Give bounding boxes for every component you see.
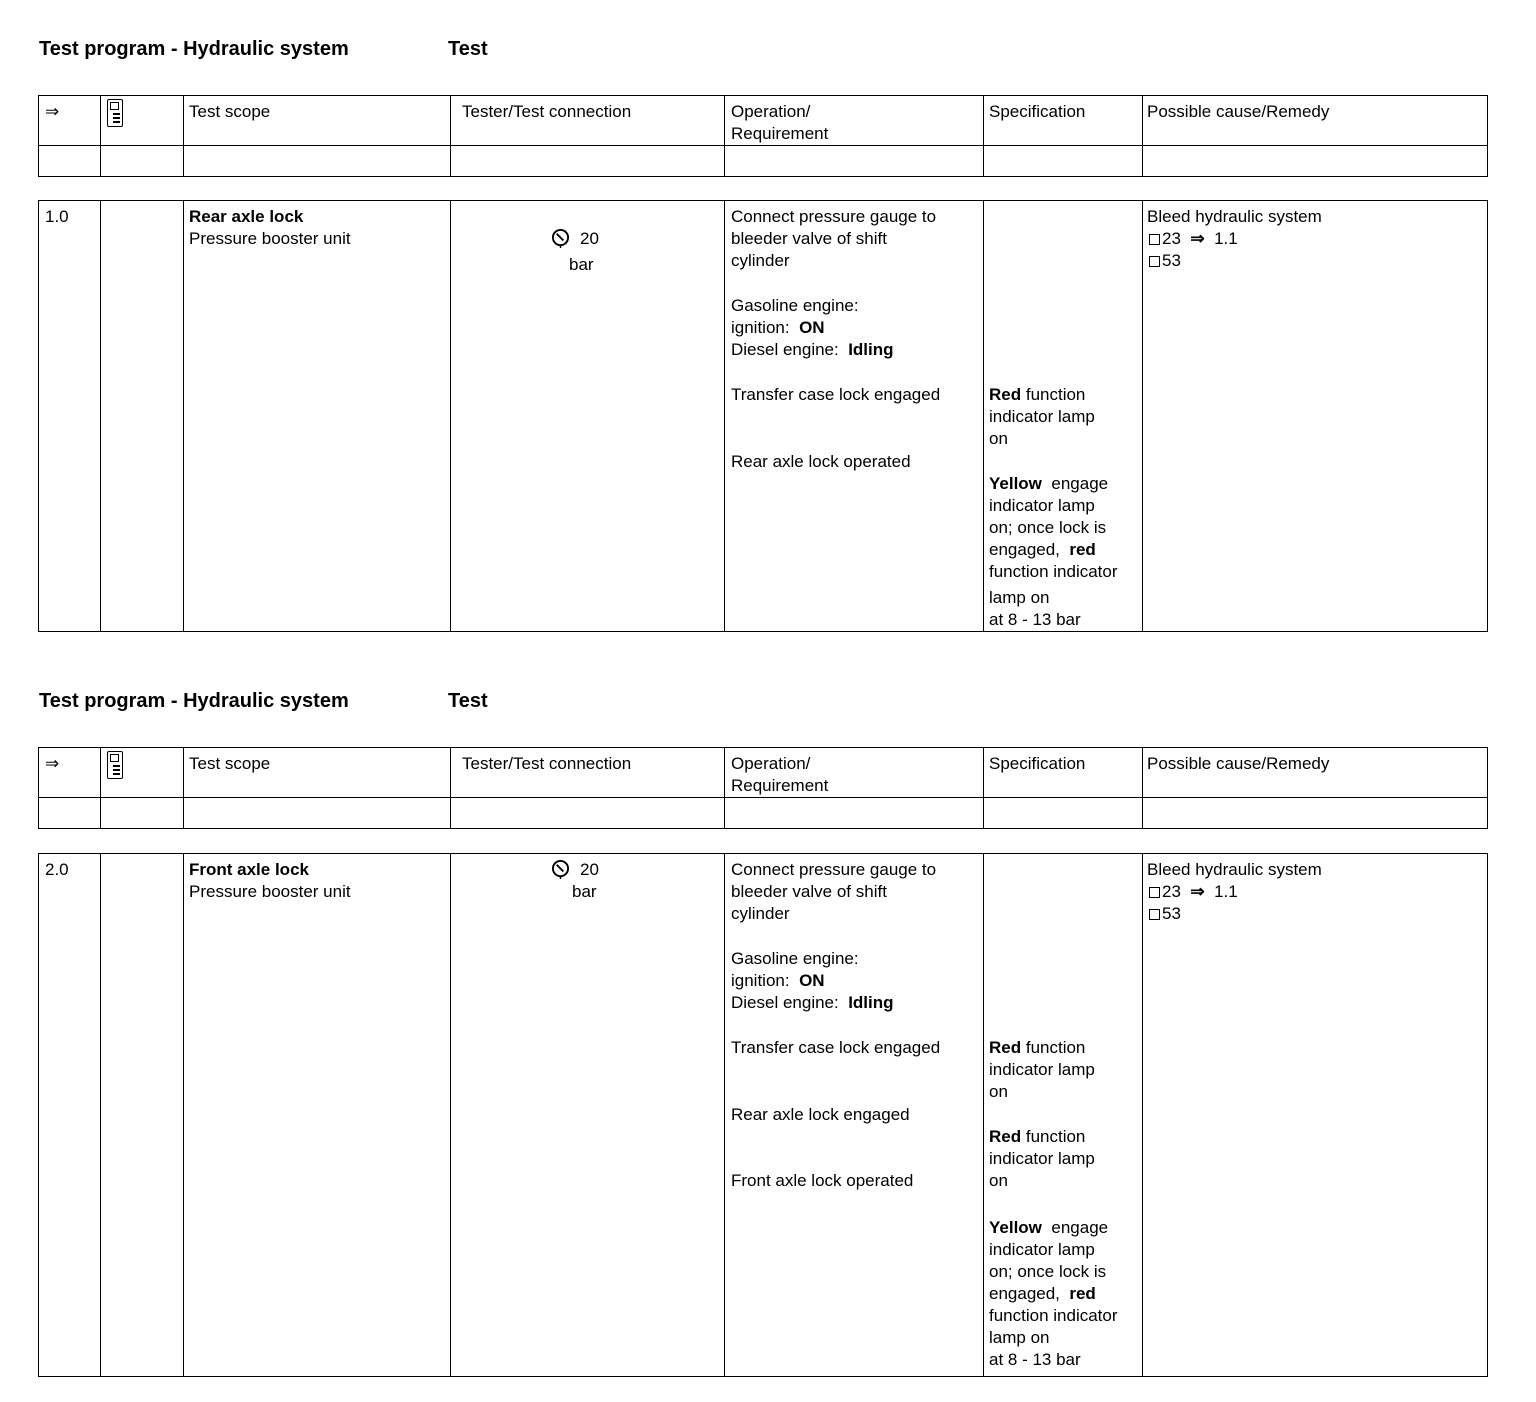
spec-line: on [989,1082,1008,1101]
spec-line: indicator lamp [989,1240,1095,1259]
remedy-header: Possible cause/Remedy [1147,754,1330,773]
reference-box-icon [1149,256,1160,267]
operation-line: cylinder [731,251,790,270]
spec-line: Red function [989,1038,1086,1057]
spec-line: on; once lock is [989,1262,1107,1281]
pressure-gauge-icon [551,229,570,248]
tester-device-icon [107,751,123,779]
test-step-number: 2.0 [45,860,69,879]
test-scope-title: Front axle lock [189,860,309,879]
arrow-column-header: ⇒ [45,102,60,121]
test-scope-header: Test scope [189,102,271,121]
spec-line: on; once lock is [989,518,1107,537]
remedy-line: Bleed hydraulic system [1147,860,1322,879]
remedy-reference[interactable]: 53 [1149,903,1181,925]
spec-line: Red function [989,385,1086,404]
specification-header: Specification [989,754,1086,773]
spec-line: at 8 - 13 bar [989,610,1081,629]
operation-header: Operation/ Requirement [731,102,829,143]
section-title-suffix: Test [448,38,488,60]
specification-header: Specification [989,102,1086,121]
test-row-table [38,853,1488,1377]
operation-line: Diesel engine: Idling [731,993,894,1012]
test-scope-subtitle: Pressure booster unit [189,229,351,248]
remedy-reference[interactable]: 53 [1149,250,1181,272]
spec-line: function indicator [989,562,1118,581]
gauge-unit: bar [569,255,594,274]
spec-line: Yellow engage [989,474,1109,493]
spec-line: at 8 - 13 bar [989,1350,1081,1369]
spec-line: Red function [989,1127,1086,1146]
remedy-line: Bleed hydraulic system [1147,207,1322,226]
spec-line: function indicator [989,1306,1118,1325]
spec-line: indicator lamp [989,407,1095,426]
spec-line: indicator lamp [989,496,1095,515]
pressure-gauge-icon [551,860,570,879]
test-row-table [38,200,1488,632]
spec-line: Yellow engage [989,1218,1109,1237]
operation-line: Rear axle lock operated [731,452,911,471]
test-step-number: 1.0 [45,207,69,226]
operation-line: Connect pressure gauge to [731,860,937,879]
header-table [38,747,1488,829]
operation-line: bleeder valve of shift [731,229,887,248]
header-table [38,95,1488,177]
remedy-reference[interactable]: 23 ⇒ 1.1 [1149,881,1238,903]
operation-line: Diesel engine: Idling [731,340,894,359]
section-title-text: Test program - Hydraulic system [39,690,349,712]
remedy-reference[interactable]: 23 ⇒ 1.1 [1149,228,1238,250]
reference-box-icon [1149,234,1160,245]
reference-box-icon [1149,887,1160,898]
spec-line: engaged, red [989,540,1096,559]
operation-line: ignition: ON [731,318,825,337]
gauge-value: 20 [580,229,599,248]
operation-header: Operation/ Requirement [731,754,829,795]
operation-line: Transfer case lock engaged [731,1038,941,1057]
spec-line: engaged, red [989,1284,1096,1303]
gauge-value: 20 [580,860,599,879]
section-title-suffix: Test [448,690,488,712]
section-title-text: Test program - Hydraulic system [39,38,349,60]
test-scope-header: Test scope [189,754,271,773]
spec-line: indicator lamp [989,1149,1095,1168]
arrow-column-header: ⇒ [45,754,60,773]
gauge-unit: bar [572,882,597,901]
spec-line: lamp on [989,1328,1050,1347]
pressure-gauge [551,228,599,250]
spec-line: indicator lamp [989,1060,1095,1079]
tester-connection-header: Tester/Test connection [462,754,632,773]
operation-line: ignition: ON [731,971,825,990]
spec-line: lamp on [989,588,1050,607]
reference-box-icon [1149,909,1160,920]
tester-connection-header: Tester/Test connection [462,102,632,121]
operation-line: bleeder valve of shift [731,882,887,901]
operation-line: cylinder [731,904,790,923]
section-title [39,37,488,61]
spec-line: on [989,1171,1008,1190]
spec-line: on [989,429,1008,448]
test-scope-subtitle: Pressure booster unit [189,882,351,901]
section-title [39,689,488,713]
operation-line: Connect pressure gauge to [731,207,937,226]
operation-line: Gasoline engine: [731,949,859,968]
operation-line: Rear axle lock engaged [731,1105,910,1124]
tester-device-icon [107,99,123,127]
pressure-gauge [551,859,599,881]
operation-line: Gasoline engine: [731,296,859,315]
operation-line: Front axle lock operated [731,1171,914,1190]
test-scope-title: Rear axle lock [189,207,304,226]
remedy-header: Possible cause/Remedy [1147,102,1330,121]
operation-line: Transfer case lock engaged [731,385,941,404]
